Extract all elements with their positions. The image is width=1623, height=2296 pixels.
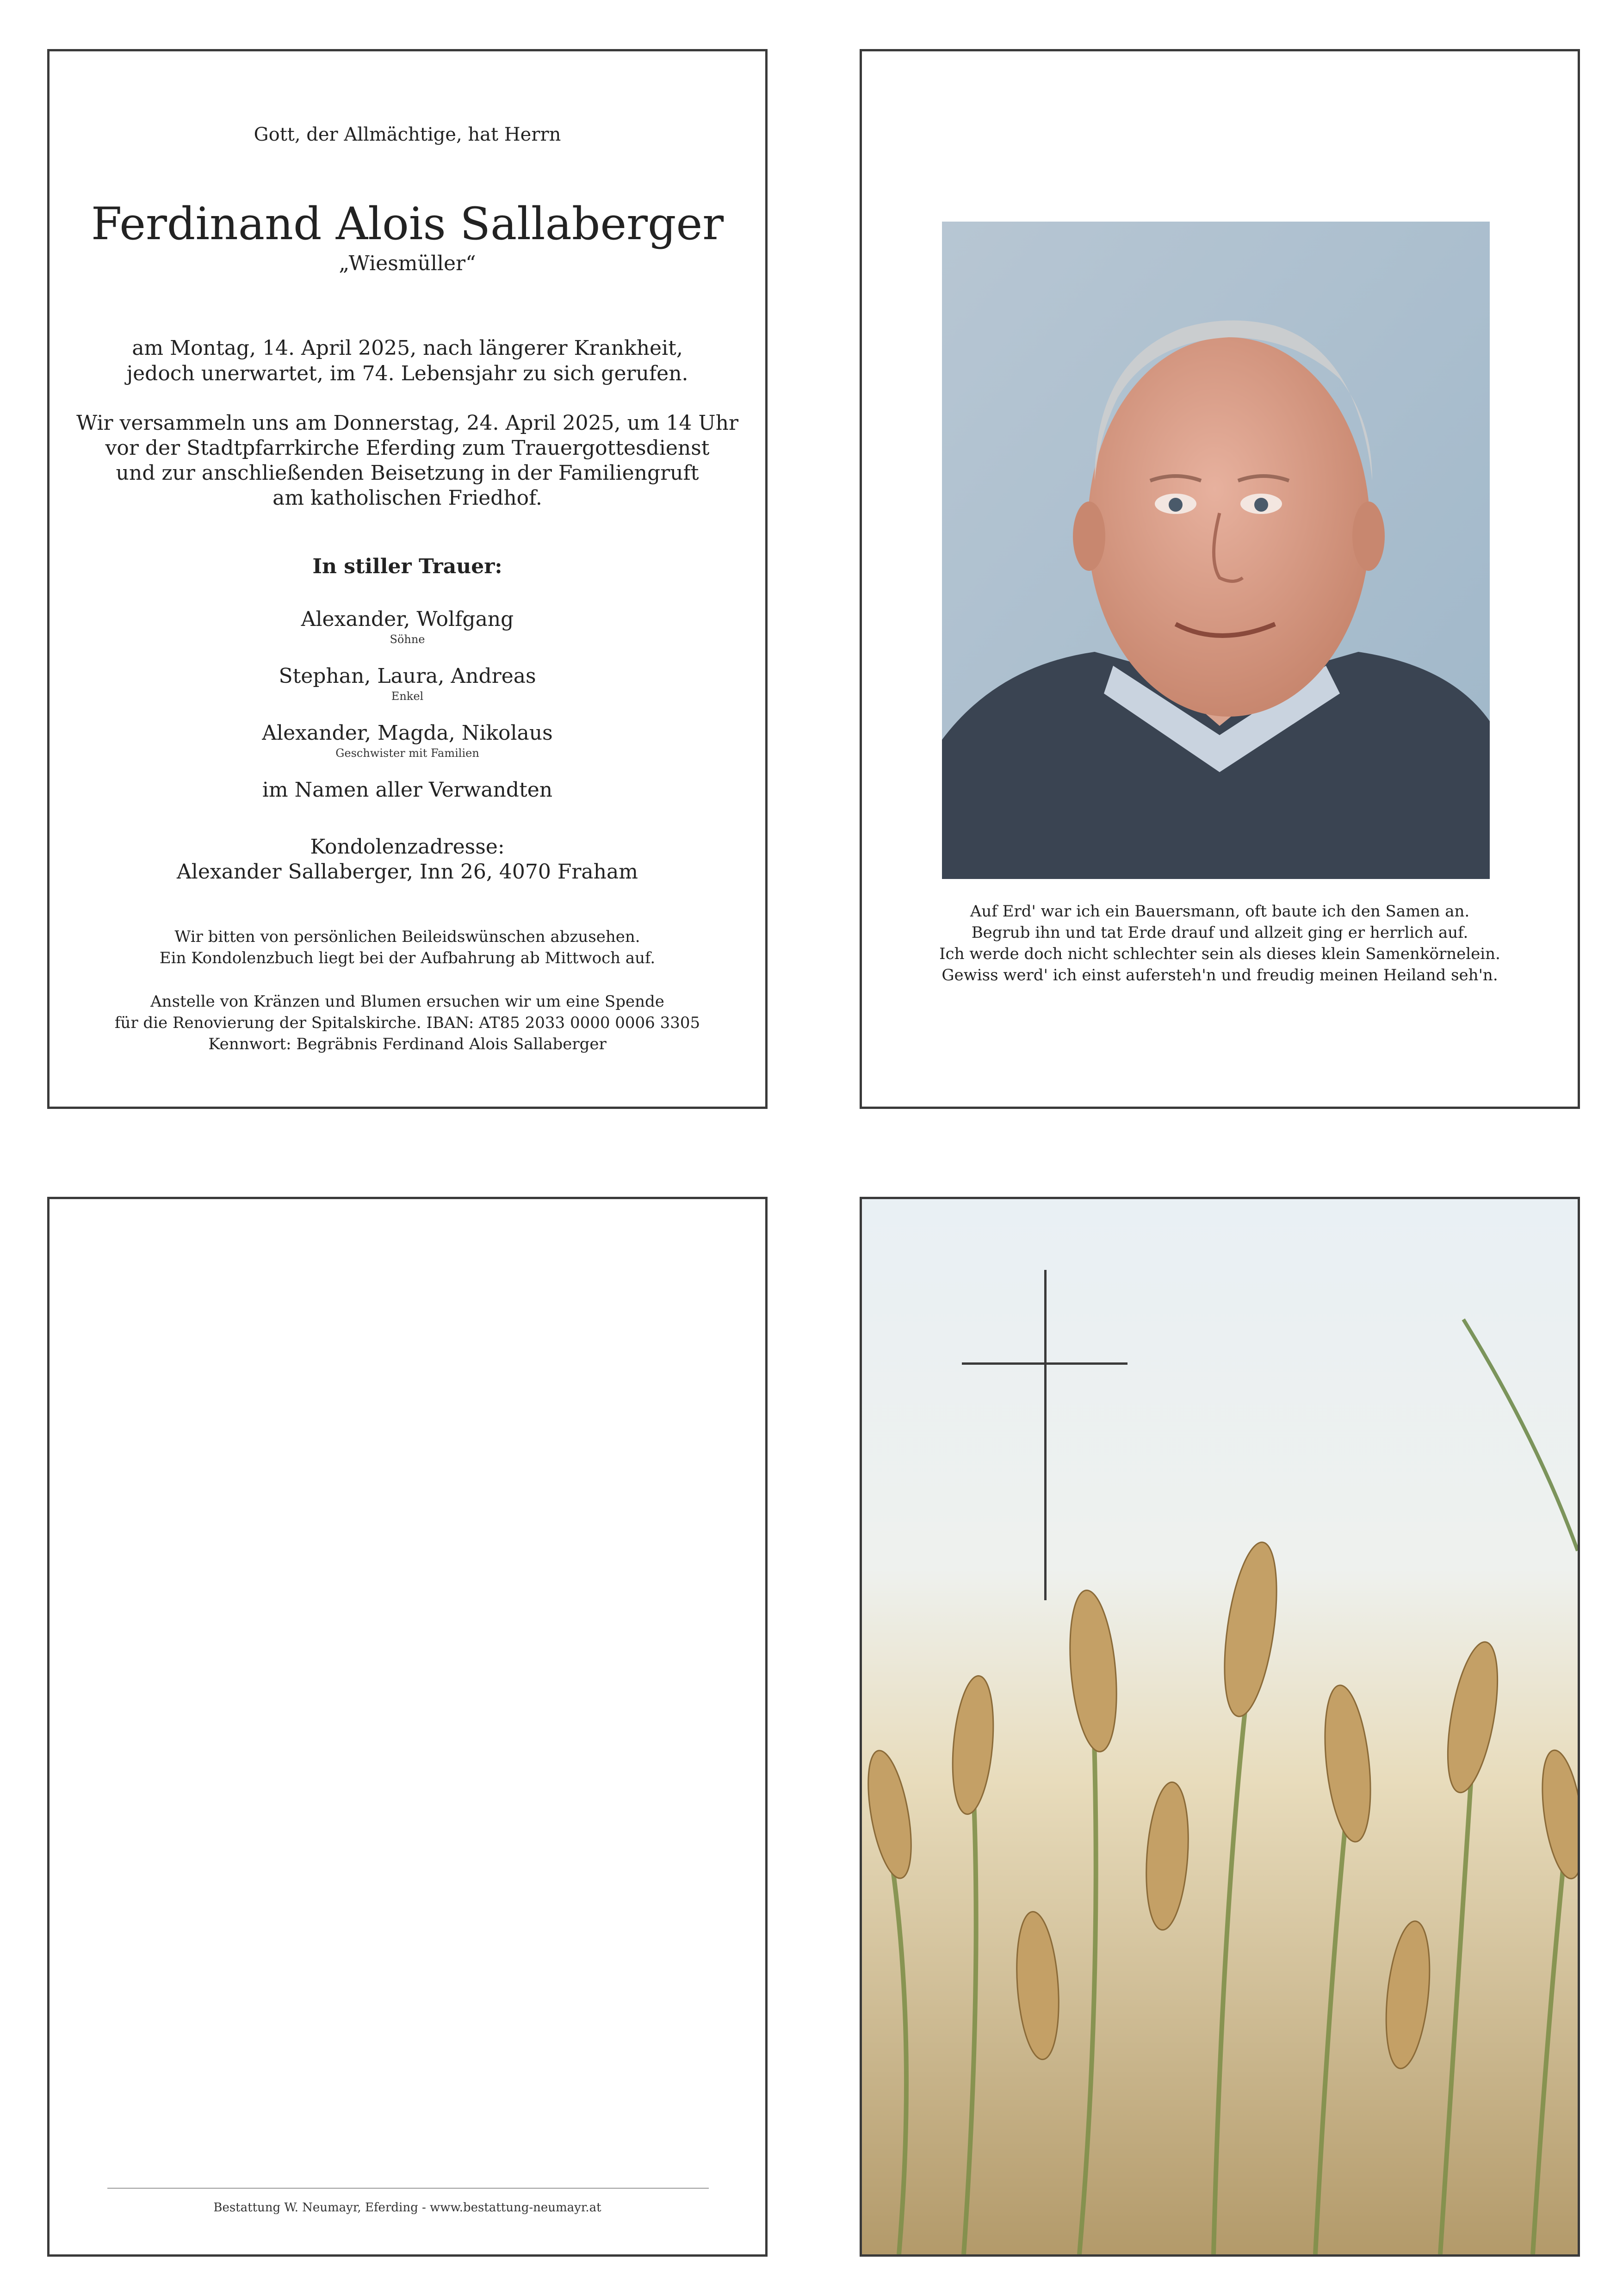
funeral-line-1: Wir versammeln uns am Donnerstag, 24. April 2025, um 14 Uhr bbox=[76, 411, 738, 435]
donation-line-1: Anstelle von Kränzen und Blumen ersuchen wir um eine Spende bbox=[150, 992, 664, 1011]
poem-line-4: Gewiss werd' ich einst aufersteh'n und freudig meinen Heiland seh'n. bbox=[942, 966, 1498, 984]
back-card bbox=[47, 1197, 768, 2257]
deceased-name: Ferdinand Alois Sallaberger bbox=[91, 198, 724, 250]
poem-line-1: Auf Erd' war ich ein Bauersmann, oft baute ich den Samen an. bbox=[970, 902, 1470, 921]
mourner-relation-3: Geschwister mit Familien bbox=[335, 747, 479, 760]
death-line-1: am Montag, 14. April 2025, nach längerer Krankheit, bbox=[132, 336, 683, 360]
portrait-photo bbox=[942, 222, 1490, 879]
intro-text: Gott, der Allmächtige, hat Herrn bbox=[254, 124, 561, 145]
note-line-1: Wir bitten von persönlichen Beileidswünschen abzusehen. bbox=[174, 928, 640, 946]
mourner-names-3: Alexander, Magda, Nikolaus bbox=[262, 721, 553, 745]
funeral-line-3: und zur anschließenden Beisetzung in der Familiengruft bbox=[116, 461, 699, 485]
death-notice-card bbox=[47, 49, 768, 1109]
cover-card bbox=[860, 1197, 1580, 2257]
condolence-label: Kondolenzadresse: bbox=[310, 835, 505, 859]
mourner-relation-2: Enkel bbox=[391, 690, 424, 703]
mourner-relation-1: Söhne bbox=[390, 633, 425, 646]
funeral-line-2: vor der Stadtpfarrkirche Eferding zum Trauergottesdienst bbox=[105, 436, 710, 460]
funeral-line-4: am katholischen Friedhof. bbox=[273, 486, 542, 510]
wheat-field-image bbox=[862, 1199, 1578, 2254]
death-line-2: jedoch unerwartet, im 74. Lebensjahr zu sich gerufen. bbox=[126, 362, 688, 385]
poem-line-3: Ich werde doch nicht schlechter sein als dieses klein Samenkörnelein. bbox=[939, 945, 1500, 963]
mourner-names-2: Stephan, Laura, Andreas bbox=[279, 664, 536, 688]
donation-line-3: Kennwort: Begräbnis Ferdinand Alois Sallaberger bbox=[208, 1035, 607, 1053]
poem-line-2: Begrub ihn und tat Erde drauf und allzeit ging er herrlich auf. bbox=[971, 923, 1468, 942]
undertaker-footer: Bestattung W. Neumayr, Eferding - www.bestattung-neumayr.at bbox=[213, 2201, 601, 2215]
relatives-line: im Namen aller Verwandten bbox=[262, 778, 553, 802]
donation-line-2: für die Renovierung der Spitalskirche. IBAN: AT85 2033 0000 0006 3305 bbox=[114, 1014, 700, 1032]
note-line-2: Ein Kondolenzbuch liegt bei der Aufbahrung ab Mittwoch auf. bbox=[159, 949, 656, 967]
mourner-names-1: Alexander, Wolfgang bbox=[301, 607, 514, 631]
portrait-card bbox=[860, 49, 1580, 1109]
condolence-address: Alexander Sallaberger, Inn 26, 4070 Fraham bbox=[177, 860, 638, 884]
footer-divider bbox=[107, 2188, 709, 2189]
nickname: „Wiesmüller“ bbox=[339, 252, 476, 275]
mourning-heading: In stiller Trauer: bbox=[312, 555, 502, 578]
